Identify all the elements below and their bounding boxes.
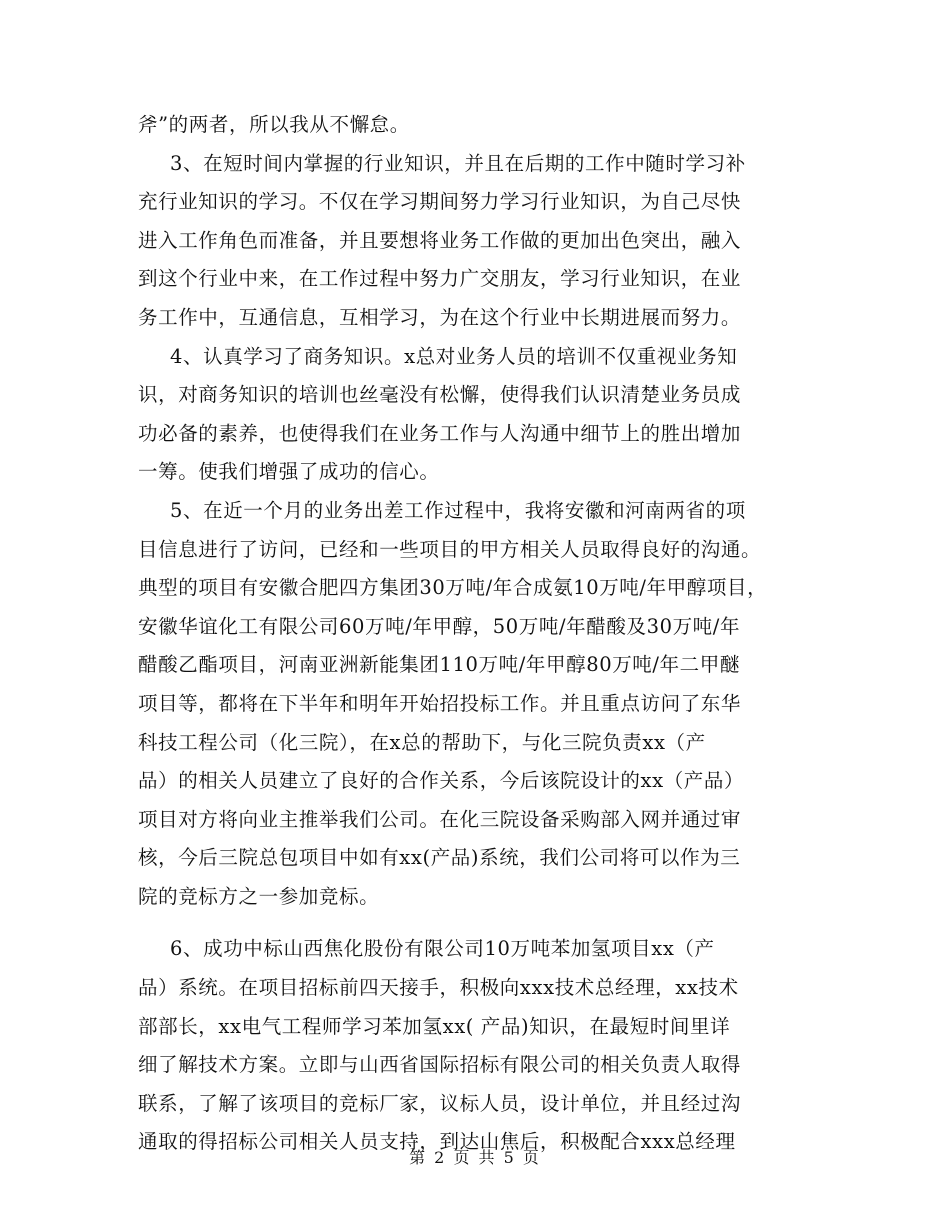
text-line: 院的竞标方之一参加竞标。: [138, 884, 380, 908]
page-footer: 第 2 页 共 5 页: [409, 1148, 541, 1167]
text-line: 通取的得招标公司相关人员支持，到达山焦后，积极配合xxx总经理: [138, 1130, 736, 1154]
paragraph-gap: [138, 916, 828, 930]
text-line: 功必备的素养，也使得我们在业务工作与人沟通中细节上的胜出增加: [138, 421, 742, 445]
text-line: 识，对商务知识的培训也丝毫没有松懈，使得我们认识清楚业务员成: [138, 383, 742, 407]
paragraph-3-start: 3、在短时间内掌握的行业知识，并且在后期的工作中随时学习补: [170, 151, 746, 175]
text-line: 充行业知识的学习。不仅在学习期间努力学习行业知识，为自己尽快: [138, 190, 742, 214]
paragraph-5-start: 5、在近一个月的业务出差工作过程中，我将安徽和河南两省的项: [170, 498, 746, 522]
text-line: 品）系统。在项目招标前四天接手，积极向xxx技术总经理，xx技术: [138, 976, 739, 1000]
text-line: 细了解技术方案。立即与山西省国际招标有限公司的相关负责人取得: [138, 1053, 742, 1077]
text-line: 安徽华谊化工有限公司60万吨/年甲醇，50万吨/年醋酸及30万吨/年: [138, 614, 741, 638]
text-line: 项目对方将向业主推举我们公司。在化三院设备采购部入网并通过审: [138, 807, 742, 831]
text-line: 到这个行业中来，在工作过程中努力广交朋友，学习行业知识，在业: [138, 267, 742, 291]
paragraph-4-start: 4、认真学习了商务知识。x总对业务人员的培训不仅重视业务知: [170, 344, 738, 368]
text-line: 目信息进行了访问，已经和一些项目的甲方相关人员取得良好的沟通。: [138, 537, 762, 561]
text-line: 醋酸乙酯项目，河南亚洲新能集团110万吨/年甲醇80万吨/年二甲醚: [138, 653, 740, 677]
text-line: 典型的项目有安徽合肥四方集团30万吨/年合成氨10万吨/年甲醇项目，: [138, 576, 768, 600]
text-line: 项目等，都将在下半年和明年开始招投标工作。并且重点访问了东华: [138, 691, 742, 715]
text-line: 部部长，xx电气工程师学习苯加氢xx( 产品)知识，在最短时间里详: [138, 1014, 731, 1038]
text-line: 斧”的两者，所以我从不懈怠。: [138, 113, 410, 136]
text-line: 品）的相关人员建立了良好的合作关系，今后该院设计的xx（产品）: [138, 769, 745, 793]
paragraph-6-start: 6、成功中标山西焦化股份有限公司10万吨苯加氢项目xx（产: [170, 937, 715, 961]
text-line: 核，今后三院总包项目中如有xx(产品)系统，我们公司将可以作为三: [138, 846, 741, 870]
text-line: 务工作中，互通信息，互相学习，为在这个行业中长期进展而努力。: [138, 305, 742, 329]
text-line: 科技工程公司（化三院），在x总的帮助下，与化三院负责xx（产: [138, 730, 706, 754]
text-line: 一筹。使我们增强了成功的信心。: [138, 460, 440, 484]
body-text: [138, 106, 828, 1162]
text-line: 联系，了解了该项目的竞标厂家，议标人员，设计单位，并且经过沟: [138, 1091, 742, 1115]
text-line: 进入工作角色而准备，并且要想将业务工作做的更加出色突出，融入: [138, 228, 742, 252]
